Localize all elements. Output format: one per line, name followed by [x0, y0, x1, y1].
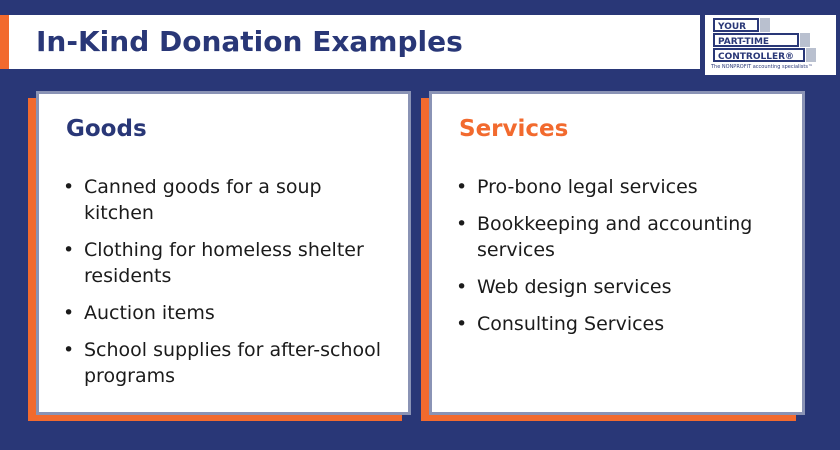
logo-step [760, 18, 770, 32]
bullet-icon: • [63, 176, 75, 198]
page-title: In-Kind Donation Examples [36, 25, 463, 58]
bullet-icon: • [456, 176, 468, 198]
logo-line-3: CONTROLLER® [713, 48, 805, 62]
logo-line-1: YOUR [713, 18, 759, 32]
company-logo [705, 15, 836, 75]
logo-tagline: The NONPROFIT accounting specialists™ [711, 64, 813, 70]
title-accent-stripe [0, 15, 9, 69]
list-item: • Pro-bono legal services [456, 176, 698, 198]
logo-step [800, 33, 810, 47]
logo-line-2: PART-TIME [713, 33, 799, 47]
services-list [456, 174, 791, 348]
list-item: • Web design services [456, 276, 672, 298]
bullet-icon: • [63, 302, 75, 324]
services-card [429, 91, 805, 415]
goods-heading: Goods [66, 116, 147, 142]
list-item: • Canned goods for a soup kitchen [63, 176, 322, 224]
logo-step [806, 48, 816, 62]
title-bar [0, 15, 700, 69]
list-item: • Consulting Services [456, 313, 665, 335]
list-item: • Clothing for homeless shelter residents [63, 239, 364, 287]
list-item: • School supplies for after-school programs [63, 339, 382, 387]
bullet-icon: • [63, 339, 75, 361]
goods-list [63, 174, 393, 400]
bullet-icon: • [456, 276, 468, 298]
list-item: • Auction items [63, 302, 215, 324]
goods-card [36, 91, 411, 415]
list-item: • Bookkeeping and accounting services [456, 213, 753, 261]
bullet-icon: • [63, 239, 75, 261]
services-heading: Services [459, 116, 569, 142]
bullet-icon: • [456, 213, 468, 235]
bullet-icon: • [456, 313, 468, 335]
